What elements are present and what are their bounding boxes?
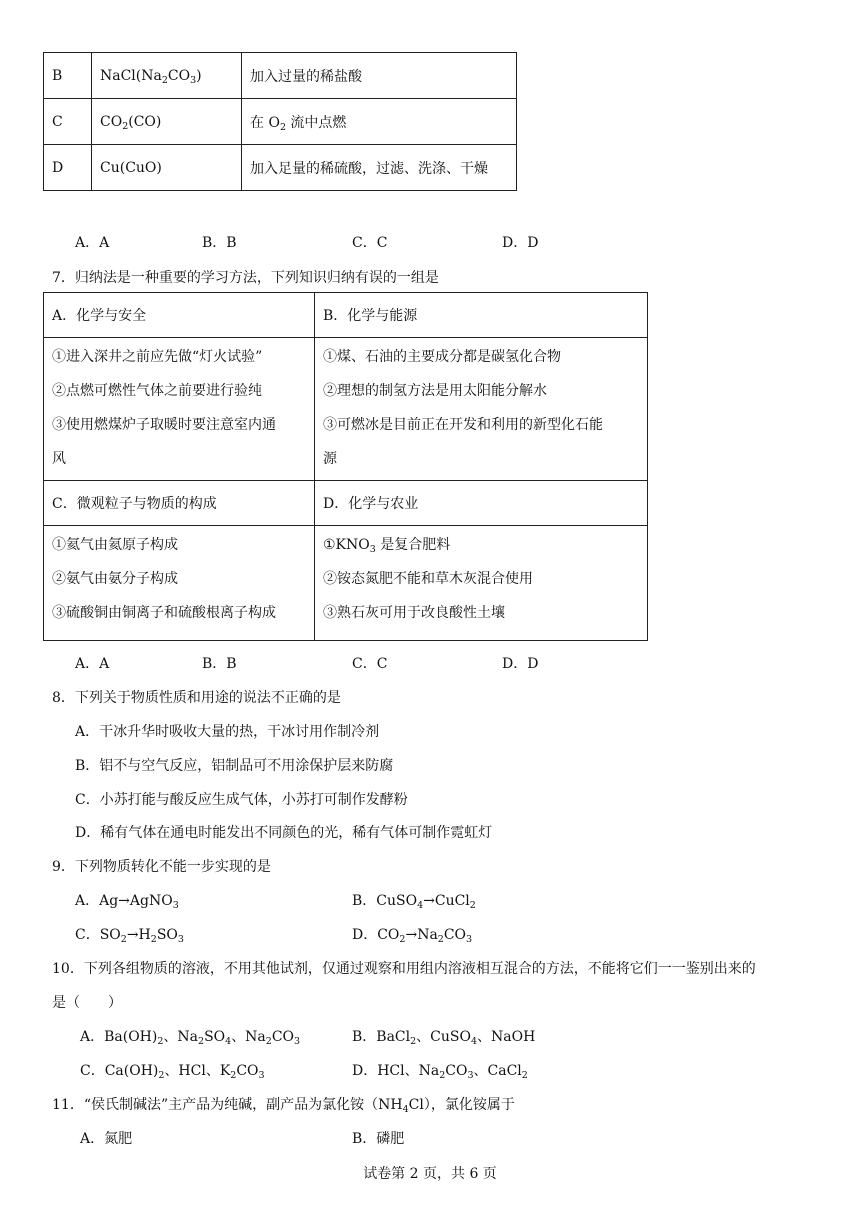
method-cell: 在 $O_2$ 流中点燃 — [242, 99, 517, 145]
q7-option-c: C．C — [352, 656, 388, 672]
q11-option-a: A．氮肥 — [80, 1131, 133, 1147]
q8-option-b: B．铝不与空气反应，铝制品可不用涂保护层来防腐 — [75, 758, 394, 774]
row-label: B — [44, 53, 92, 99]
table-row — [44, 53, 517, 99]
list-item: ②铵态氮肥不能和草木灰混合使用 — [323, 571, 533, 587]
list-item: ③熟石灰可用于改良酸性土壤 — [323, 605, 505, 621]
list-item: ①煤、石油的主要成分都是碳氢化合物 — [323, 349, 561, 365]
q8-stem: 8．下列关于物质性质和用途的说法不正确的是 — [52, 690, 341, 706]
q6-option-a: A．A — [75, 235, 110, 251]
q9-option-b: B．CuSO$_4$→CuCl$_2$ — [352, 893, 476, 911]
substance-cell: $CO_2(CO)$ — [92, 99, 242, 145]
q10-option-d: D．HCl、$Na_2CO_3$、CaCl$_2$ — [352, 1063, 528, 1081]
q7-stem: 7．归纳法是一种重要的学习方法，下列知识归纳有误的一组是 — [52, 270, 439, 286]
q10-stem-cont: 是（ ） — [52, 995, 122, 1011]
substance-cell: $NaCl(Na_2CO_3)$ — [92, 53, 242, 99]
q7-option-d: D．D — [502, 656, 539, 672]
substance-cell: Cu(CuO) — [92, 145, 242, 191]
q10-stem: 10．下列各组物质的溶液，不用其他试剂，仅通过观察和用组内溶液相互混合的方法，不能将它们一一鉴别出来的 — [52, 961, 756, 977]
q11-option-b: B．磷肥 — [352, 1131, 405, 1147]
list-item: ②氨气由氨分子构成 — [52, 571, 178, 587]
method-cell: 加入过量的稀盐酸 — [242, 53, 517, 99]
q6-option-c: C．C — [352, 235, 388, 251]
method-cell: 加入足量的稀硫酸，过滤、洗涤、干燥 — [242, 145, 517, 191]
q10-option-a: A．$Ba(OH)_2$、$Na_2SO_4$、$Na_2CO_3$ — [80, 1029, 301, 1047]
q8-option-a: A．干冰升华时吸收大量的热，干冰讨用作制冷剂 — [75, 724, 380, 740]
q9-stem: 9．下列物质转化不能一步实现的是 — [52, 859, 271, 875]
q9-option-d: D．$CO_2\to Na_2CO_3$ — [352, 927, 473, 945]
list-item: ②理想的制氢方法是用太阳能分解水 — [323, 383, 547, 399]
page-footer: 试卷第 2 页，共 6 页 — [363, 1166, 497, 1182]
q9-option-c: C．$SO_2\to H_2SO_3$ — [75, 927, 184, 945]
table-row — [44, 293, 648, 338]
q7-b-items — [315, 338, 648, 481]
list-item: 源 — [323, 451, 337, 467]
list-item: ③硫酸铜由铜离子和硫酸根离子构成 — [52, 605, 276, 621]
table-row — [44, 145, 517, 191]
q6-option-b: B．B — [202, 235, 237, 251]
q7-option-a: A．A — [75, 656, 110, 672]
q8-option-c: C．小苏打能与酸反应生成气体，小苏打可制作发酵粉 — [75, 792, 408, 808]
q9-option-a: A．Ag→AgNO$_3$ — [75, 893, 179, 911]
list-item: 风 — [52, 451, 66, 467]
q8-option-d: D．稀有气体在通电时能发出不同颜色的光，稀有气体可制作霓虹灯 — [75, 825, 493, 841]
q7-a-items — [44, 338, 315, 481]
table-row — [44, 481, 648, 526]
list-item: ①进入深井之前应先做“灯火试验” — [52, 349, 263, 365]
table-row — [44, 99, 517, 145]
q7-d-title: D．化学与农业 — [315, 481, 648, 526]
list-item: ③可燃冰是目前正在开发和利用的新型化石能 — [323, 417, 603, 433]
q6-table — [43, 52, 517, 191]
q7-d-items — [315, 526, 648, 641]
list-item: ①氦气由氦原子构成 — [52, 537, 178, 553]
list-item: ③使用燃煤炉子取暖时要注意室内通 — [52, 417, 276, 433]
q7-table — [43, 292, 648, 641]
row-label: D — [44, 145, 92, 191]
q10-option-b: B．BaCl$_2$、CuSO$_4$、NaOH — [352, 1029, 536, 1047]
q7-option-b: B．B — [202, 656, 237, 672]
row-label: C — [44, 99, 92, 145]
list-item: $①KNO_3$ 是复合肥料 — [323, 537, 451, 555]
q10-option-c: C．$Ca(OH)_2$、HCl、$K_2CO_3$ — [80, 1063, 265, 1081]
list-item: ②点燃可燃性气体之前要进行验纯 — [52, 383, 262, 399]
table-row — [44, 338, 648, 481]
q7-c-title: C．微观粒子与物质的构成 — [44, 481, 315, 526]
q7-c-items — [44, 526, 315, 641]
q7-a-title: A．化学与安全 — [44, 293, 315, 338]
table-row — [44, 526, 648, 641]
q7-b-title: B．化学与能源 — [315, 293, 648, 338]
q6-option-d: D．D — [502, 235, 539, 251]
q11-stem: 11．“侯氏制碱法”主产品为纯碱，副产品为氯化铵$(NH_4Cl)$，氯化铵属于 — [52, 1097, 515, 1115]
